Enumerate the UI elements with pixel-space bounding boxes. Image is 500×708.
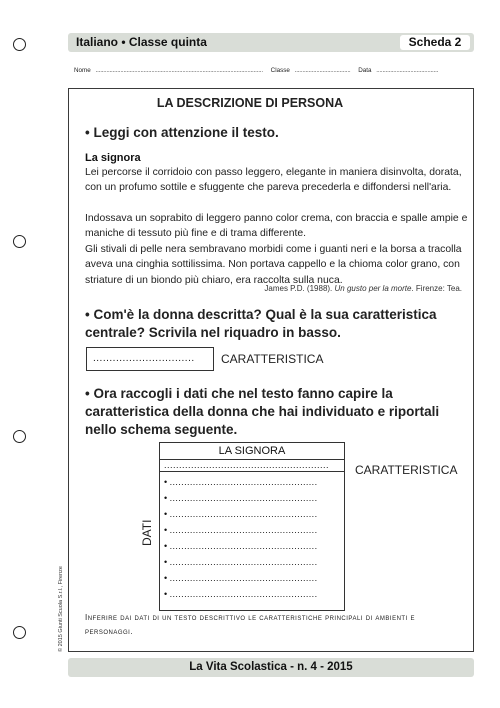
class-field[interactable]: .................................... — [294, 67, 351, 74]
data-scheme-table — [159, 442, 345, 611]
header-bar — [68, 33, 474, 52]
binder-hole — [13, 626, 26, 639]
answer-dots: ............................... — [93, 353, 195, 364]
bullet-icon: • — [164, 525, 168, 535]
reading-paragraph-3: Gli stivali di pelle nera sembravano morbidi come i guanti neri e la borsa a tracolla aveva una cinghia sottilissima. Non portava cappello e la chioma color grano, con striature di un biondo più chiaro, era raccolta sulla nuca. — [85, 244, 462, 286]
scheme-data-row[interactable]: • ................................................... — [164, 589, 318, 599]
reading-paragraph-1: Lei percorse il corridoio con passo leggero, elegante in maniera disinvolta, dorata, con un profumo sottile e sfuggente che pareva precederla e diffondersi nell'aria. — [85, 167, 462, 194]
bullet-icon: • — [164, 557, 168, 567]
student-fields — [74, 67, 438, 74]
date-field[interactable]: ........................................ — [376, 67, 439, 74]
instruction-read: • Leggi con attenzione il testo. — [85, 125, 279, 140]
subject-label: Italiano • Classe quinta — [76, 35, 207, 49]
binder-hole — [13, 235, 26, 248]
name-label: Nome — [74, 67, 91, 74]
characteristic-label: CARATTERISTICA — [221, 352, 324, 366]
citation-author: James P.D. (1988). — [264, 284, 333, 293]
class-label: Classe — [270, 67, 290, 74]
bullet-icon: • — [164, 541, 168, 551]
scheme-data-row[interactable]: • ................................................... — [164, 541, 318, 551]
bullet-icon: • — [164, 589, 168, 599]
citation-work: Un gusto per la morte — [334, 284, 412, 293]
scheme-characteristic-line[interactable]: ....................................................... — [160, 459, 344, 472]
scheme-data-row[interactable]: • ................................................... — [164, 557, 318, 567]
bullet-icon: • — [164, 509, 168, 519]
sheet-badge: Scheda 2 — [400, 35, 470, 50]
scheme-data-row[interactable]: • ................................................... — [164, 525, 318, 535]
bullet-icon: • — [164, 493, 168, 503]
scheme-data-row[interactable]: • ................................................... — [164, 493, 318, 503]
reading-title: La signora — [85, 152, 141, 164]
reading-paragraph-2: Indossava un soprabito di leggero panno color crema, con braccia e spalle ampie e maniche di tessuto più fine e di trama differente. — [85, 213, 468, 240]
footer-bar: La Vita Scolastica - n. 4 - 2015 — [68, 658, 474, 677]
name-field[interactable]: ............................................................................................................ — [95, 67, 263, 74]
page-title: LA DESCRIZIONE DI PERSONA — [156, 96, 344, 110]
date-label: Data — [358, 67, 372, 74]
data-side-label: DATI — [140, 519, 154, 546]
scheme-data-row[interactable]: • ................................................... — [164, 573, 318, 583]
bullet-icon: • — [164, 573, 168, 583]
binder-hole — [13, 38, 26, 51]
citation — [264, 284, 462, 293]
copyright-notice: © 2015 Giunti Scuola S.r.l., Firenze — [58, 566, 64, 652]
instruction-describe: • Com'è la donna descritta? Qual è la sua caratteristica centrale? Scrivila nel riquadro in basso. — [85, 307, 437, 340]
characteristic-answer-box[interactable] — [86, 347, 214, 371]
scheme-characteristic-label: CARATTERISTICA — [355, 463, 458, 477]
binder-hole — [13, 430, 26, 443]
scheme-data-row[interactable]: • ................................................... — [164, 509, 318, 519]
bullet-icon: • — [164, 477, 168, 487]
learning-objective: Inferire dai dati di un testo descrittivo le caratteristiche principali di ambienti e personaggi. — [85, 613, 415, 636]
citation-publisher: . Firenze: Tea. — [411, 284, 462, 293]
scheme-header: LA SIGNORA — [160, 443, 344, 460]
instruction-collect: • Ora raccogli i dati che nel testo fanno capire la caratteristica della donna che hai individuato e riportali nello schema seguente. — [85, 386, 440, 437]
scheme-data-row[interactable]: • ................................................... — [164, 477, 318, 487]
